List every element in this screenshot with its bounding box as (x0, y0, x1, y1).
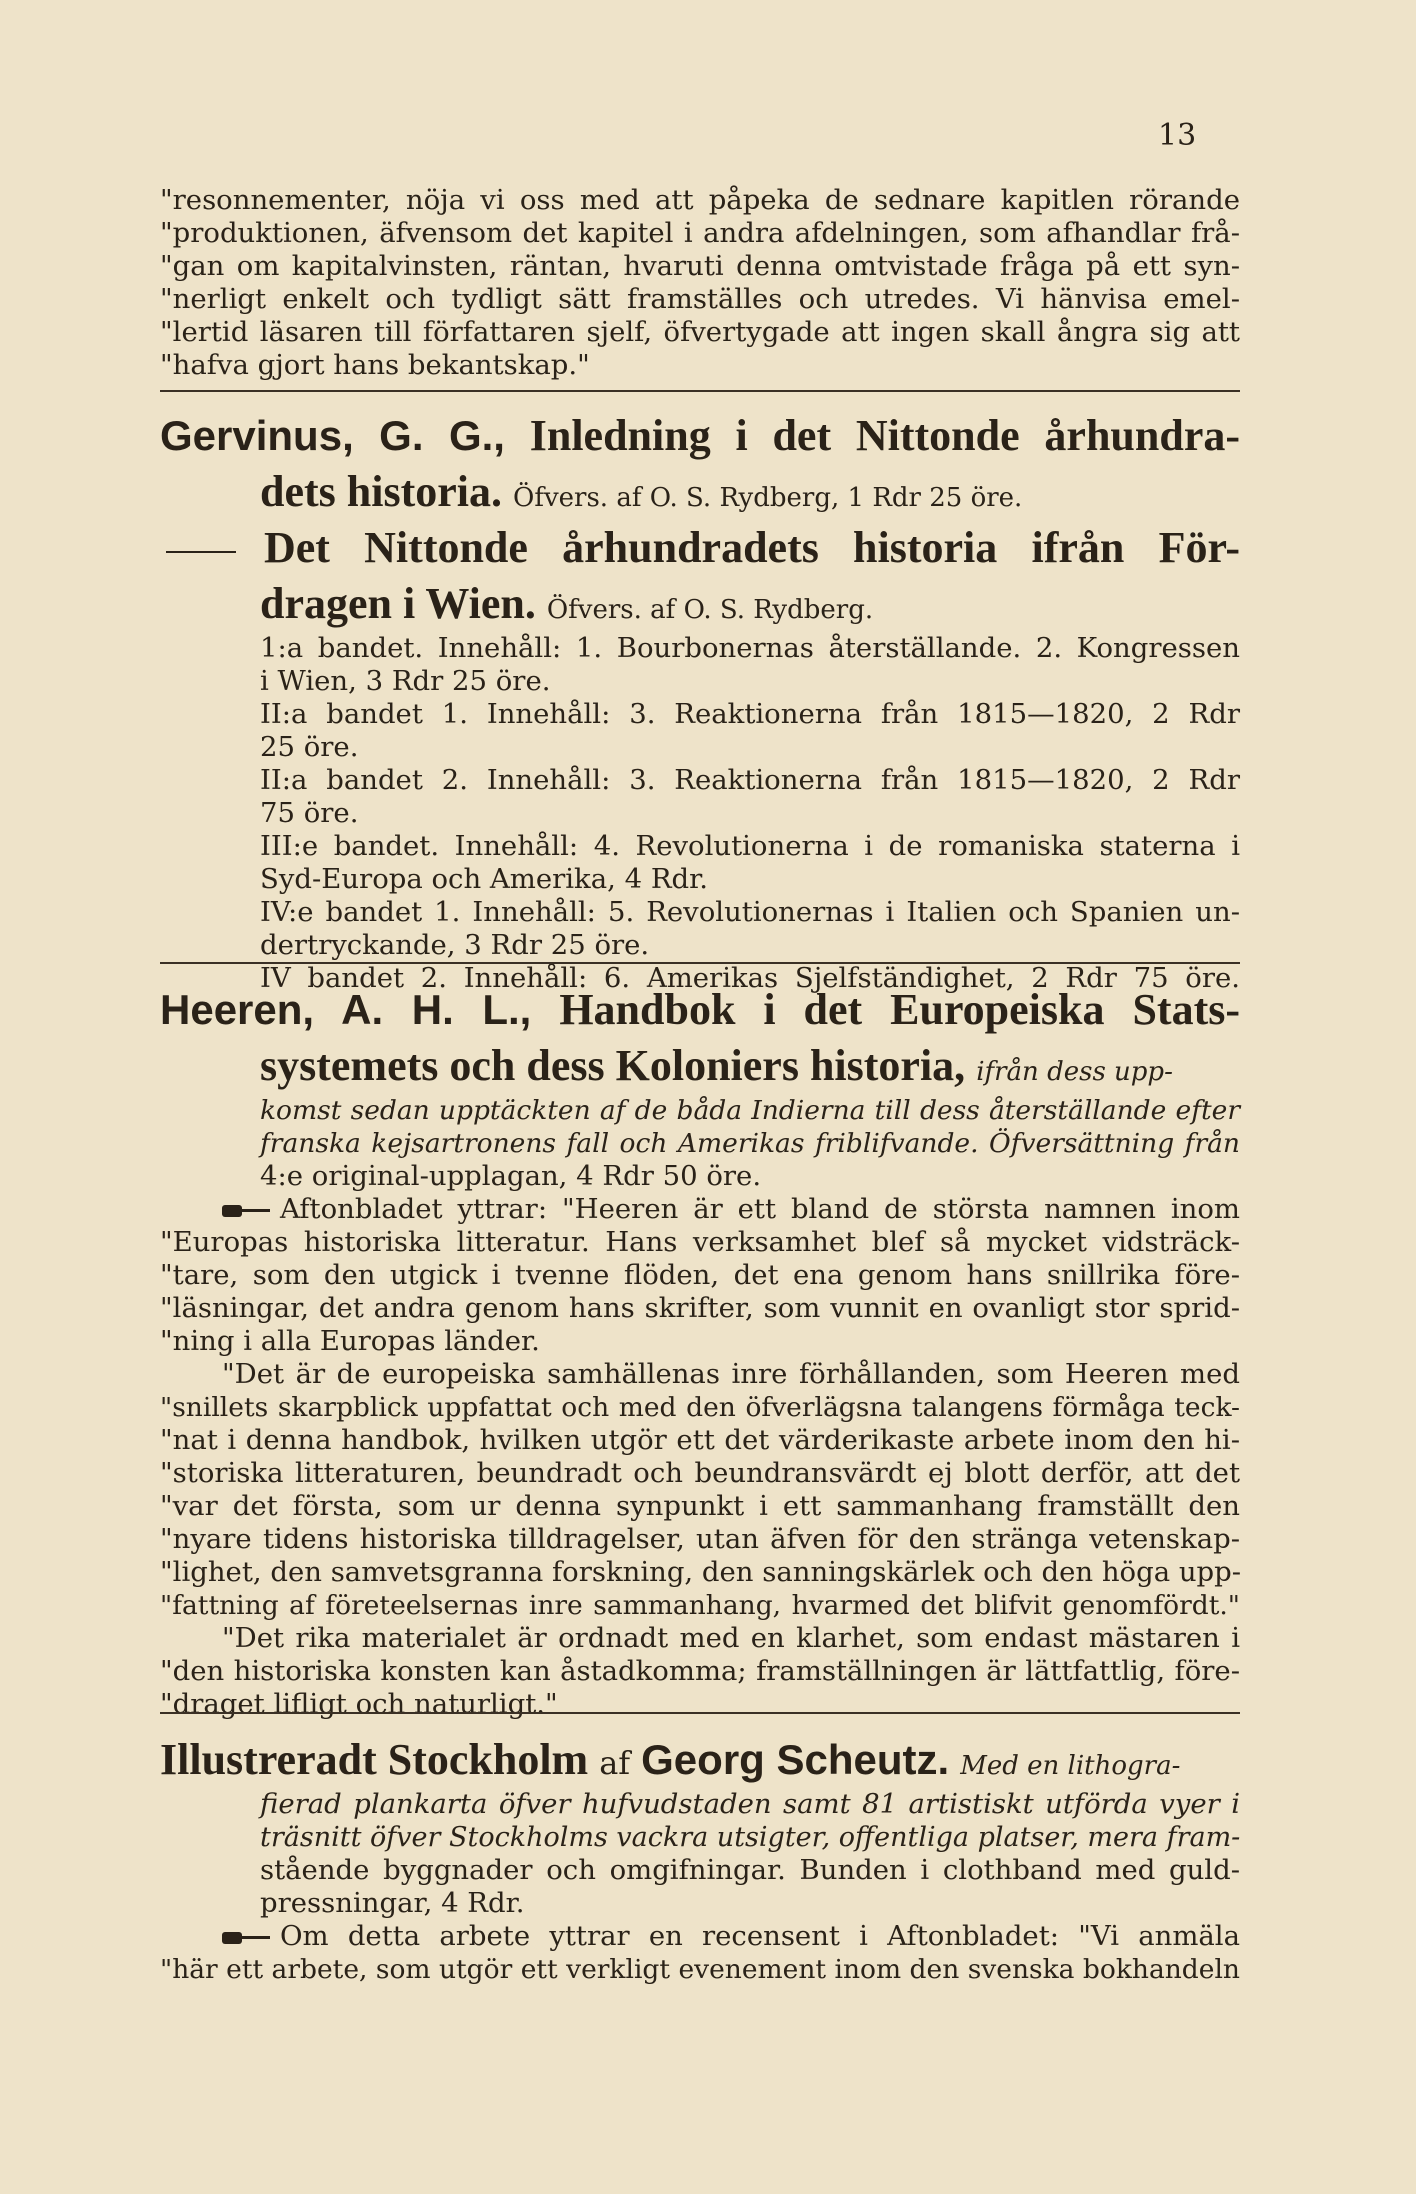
volume-line: dertryckande, 3 Rdr 25 öre. (260, 929, 650, 961)
review-line: Om detta arbete yttrar en recensent i Aftonbladet: "Vi anmäla (160, 1920, 1240, 1953)
volume-line: II:a bandet 2. Innehåll: 3. Reaktionerna från 1815—1820, 2 Rdr (260, 764, 1240, 796)
intro-line: "gan om kapitalvinsten, räntan, hvaruti denna omtvistade fråga på ett syn- (160, 250, 1240, 282)
gervinus-title-2-cont: dragen i Wien. (260, 579, 536, 628)
page-number: 13 (1158, 118, 1197, 153)
review-line: "läsningar, det andra genom hans skrifter, som vunnit en ovanligt stor sprid- (160, 1292, 1240, 1324)
stockholm-heading (160, 1732, 1240, 1788)
gervinus-translation-2: Öfvers. af O. S. Rydberg. (546, 595, 874, 625)
volume-line: IV bandet 2. Innehåll: 6. Amerikas Sjelfständighet, 2 Rdr 75 öre. (260, 962, 1240, 994)
entry-gervinus (160, 408, 1240, 995)
intro-line: "lertid läsaren till författaren sjelf, öfvertygade att ingen skall ångra sig att (160, 316, 1240, 348)
pointing-hand-icon (222, 1930, 270, 1946)
gervinus-volumes (160, 632, 1240, 995)
review-line: "var det första, som ur denna synpunkt i ett sammanhang framställt den (160, 1490, 1240, 1522)
intro-line: "hafva gjort hans bekantskap." (160, 349, 590, 381)
stockholm-title: Illustreradt Stockholm (160, 1735, 589, 1784)
gervinus-heading-cont (160, 464, 1240, 520)
ditto-dash (166, 551, 236, 553)
review-line: "Det är de europeiska samhällenas inre förhållanden, som Heeren med (222, 1358, 1240, 1390)
gervinus-heading-2 (160, 520, 1240, 576)
volume-line: 1:a bandet. Innehåll: 1. Bourbonernas återställande. 2. Kongressen (260, 632, 1240, 664)
heeren-author: Heeren, A. H. L., (160, 986, 532, 1033)
review-line: "lighet, den samvetsgranna forskning, den sanningskärlek och den höga upp- (160, 1556, 1242, 1588)
heeren-heading (160, 982, 1240, 1038)
volume-line: 25 öre. (260, 731, 359, 763)
review-line: "tare, som den utgick i tvenne flöden, det ena genom hans snillrika före- (160, 1259, 1240, 1291)
volume-line: II:a bandet 1. Innehåll: 3. Reaktionerna från 1815—1820, 2 Rdr (260, 698, 1240, 730)
subtitle-line: 4:e original-upplagan, 4 Rdr 50 öre. (260, 1160, 762, 1192)
pointing-hand-icon (222, 1203, 270, 1219)
entry-heeren (160, 982, 1240, 1721)
stockholm-subtitle: Med en lithogra- (960, 1751, 1181, 1781)
volume-line: i Wien, 3 Rdr 25 öre. (260, 665, 551, 697)
heeren-title: Handbok i det Europeiska Stats- (559, 985, 1240, 1034)
review-line: "nat i denna handbok, hvilken utgör ett det värderikaste arbete inom den hi- (160, 1424, 1240, 1456)
intro-quote (160, 184, 1240, 382)
stockholm-by: af (599, 1744, 631, 1782)
subtitle-line: fierad plankarta öfver hufvudstaden samt 81 artistiskt utförda vyer i (260, 1788, 1240, 1820)
review-line: "den historiska konsten kan åstadkomma; framställningen är lättfattlig, före- (160, 1655, 1240, 1687)
volume-line: Syd-Europa och Amerika, 4 Rdr. (260, 863, 709, 895)
review-line: "ning i alla Europas länder. (160, 1325, 540, 1357)
heeren-title-cont: systemets och dess Koloniers historia, (260, 1041, 966, 1090)
separator-rule (160, 962, 1240, 964)
gervinus-translation: Öfvers. af O. S. Rydberg, 1 Rdr 25 öre. (513, 483, 1023, 513)
separator-rule (160, 1712, 1240, 1714)
heeren-heading-cont (160, 1038, 1240, 1094)
subtitle-line: pressningar, 4 Rdr. (260, 1887, 525, 1919)
gervinus-heading-2-cont (160, 576, 1240, 632)
review-line: "fattning af företeelsernas inre sammanhang, hvarmed det blifvit genomfördt." (160, 1590, 1240, 1621)
review-line: "nyare tidens historiska tilldragelser, utan äfven för den stränga vetenskap- (160, 1523, 1240, 1555)
entry-stockholm (160, 1732, 1240, 1986)
gervinus-title-cont: dets historia. (260, 467, 502, 516)
separator-rule (160, 390, 1240, 392)
gervinus-heading (160, 408, 1240, 464)
review-line: "Europas historiska litteratur. Hans verksamhet blef så mycket vidsträck- (160, 1226, 1240, 1258)
review-line: "snillets skarpblick uppfattat och med den öfverlägsna talangens förmåga teck- (160, 1392, 1240, 1423)
gervinus-title-2: Det Nittonde århundradets historia ifrån För- (264, 523, 1240, 572)
intro-line: "produktionen, äfvensom det kapitel i andra afdelningen, som afhandlar frå- (160, 217, 1240, 249)
gervinus-author: Gervinus, G. G., (160, 412, 505, 459)
volume-line: 75 öre. (260, 797, 359, 829)
subtitle-line: komst sedan upptäckten af de båda Indierna till dess återställande efter (260, 1095, 1240, 1126)
heeren-subtitle-block (160, 1094, 1240, 1193)
stockholm-subtitle-block (160, 1788, 1240, 1920)
subtitle-line: franska kejsartronens fall och Amerikas friblifvande. Öfversättning från (260, 1128, 1240, 1159)
review-line: "draget lifligt och naturligt." (160, 1688, 558, 1720)
volume-line: IV:e bandet 1. Innehåll: 5. Revolutionernas i Italien och Spanien un- (260, 896, 1240, 928)
review-line: Aftonbladet yttrar: "Heeren är ett bland de största namnen inom (160, 1193, 1240, 1226)
heeren-subtitle: ifrån dess upp- (976, 1057, 1173, 1087)
subtitle-line: träsnitt öfver Stockholms vackra utsigter, offentliga platser, mera fram- (260, 1822, 1241, 1853)
volume-line: III:e bandet. Innehåll: 4. Revolutionerna i de romaniska staterna i (260, 830, 1240, 862)
gervinus-title: Inledning i det Nittonde århundra- (529, 411, 1241, 460)
subtitle-line: stående byggnader och omgifningar. Bunden i clothband med guld- (260, 1854, 1240, 1886)
review-line: "Det rika materialet är ordnadt med en klarhet, som endast mästaren i (222, 1622, 1240, 1654)
intro-line: "resonnementer, nöja vi oss med att påpeka de sednare kapitlen rörande (160, 184, 1240, 216)
intro-line: "nerligt enkelt och tydligt sätt framställes och utredes. Vi hänvisa emel- (160, 283, 1240, 315)
review-line: "här ett arbete, som utgör ett verkligt evenement inom den svenska bokhandeln (160, 1954, 1240, 1985)
stockholm-author: Georg Scheutz. (641, 1736, 950, 1783)
review-line: "storiska litteraturen, beundradt och beundransvärdt ej blott derför, att det (160, 1457, 1240, 1489)
